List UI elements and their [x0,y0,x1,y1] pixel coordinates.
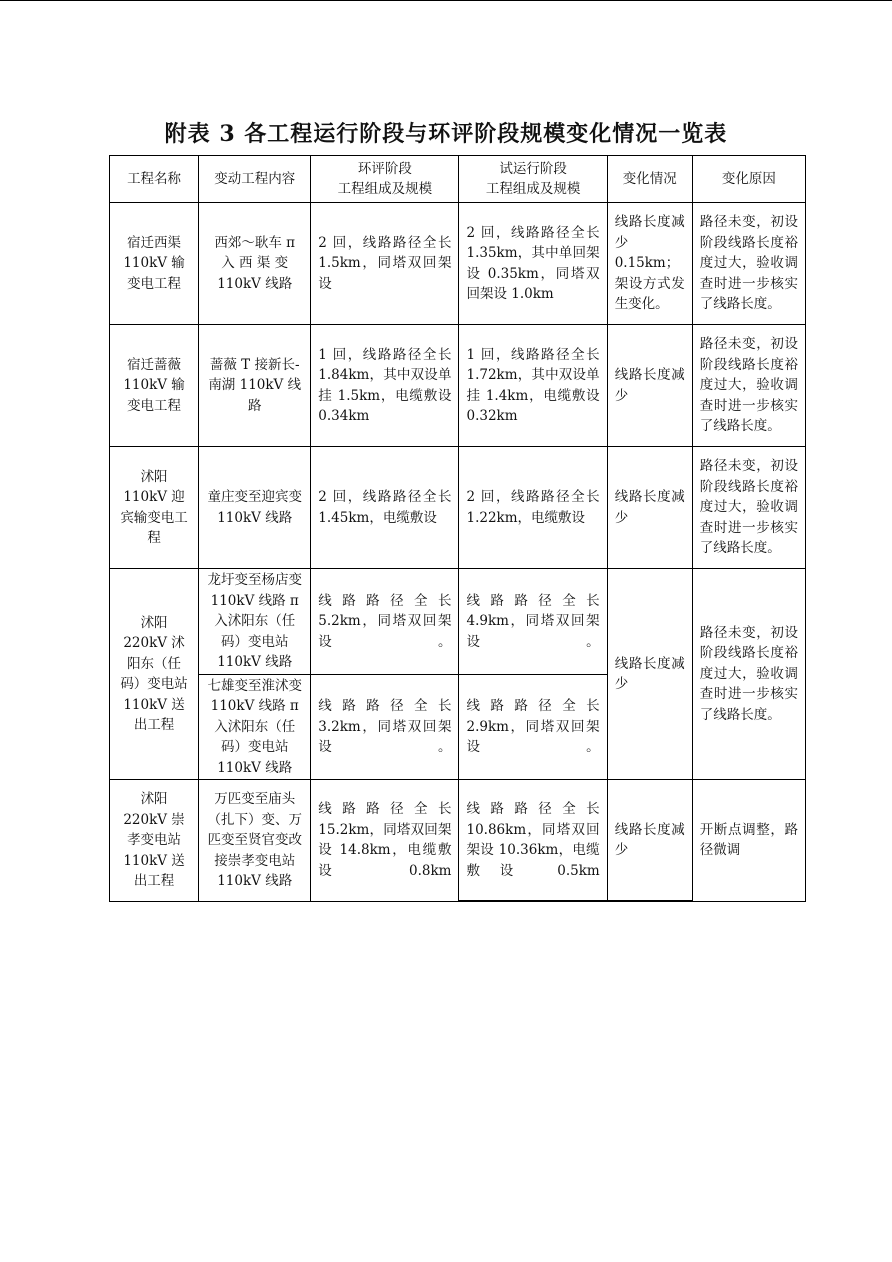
top-rule [0,0,892,1]
cell-content: 西郊～耿车 π 入 西 渠 变 110kV 线路 [199,203,311,325]
cell-content: 蔷薇 T 接新长-南湖 110kV 线路 [199,325,311,447]
table-row [110,447,806,569]
header-eia-stage [311,156,459,203]
header-change-content: 变动工程内容 [199,156,311,203]
cell-reason: 路径未变，初设阶段线路长度裕度过大，验收调查时进一步核实了线路长度。 [692,203,805,325]
cell-eia: 2 回，线路路径全长 1.45km，电缆敷设 [311,447,459,569]
cell-eia: 线路路径全长 3.2km，同塔双回架设。 [311,674,459,780]
table-row [110,325,806,447]
cell-eia: 2 回，线路路径全长 1.5km，同塔双回架设 [311,203,459,325]
cell-content: 童庄变至迎宾变 110kV 线路 [199,447,311,569]
cell-reason: 路径未变，初设阶段线路长度裕度过大，验收调查时进一步核实了线路长度。 [692,569,805,780]
table-row [110,203,806,325]
header-project-name: 工程名称 [110,156,199,203]
cell-reason: 开断点调整，路径微调 [692,780,805,902]
cell-project: 沭阳 220kV 沭阳东（任码）变电站 110kV 送出工程 [110,569,199,780]
table-row [110,569,806,675]
header-trial-line2: 工程组成及规模 [485,181,581,197]
cell-content: 万匹变至庙头（扎下）变、万匹变至贤官变改接崇孝变电站 110kV 线路 [199,780,311,902]
cell-trial: 线路路径全长 4.9km，同塔双回架设。 [459,569,607,675]
header-eia-line2: 工程组成及规模 [337,181,433,197]
cell-project: 沭阳 110kV 迎宾输变电工程 [110,447,199,569]
page-title: 附表 3 各工程运行阶段与环评阶段规模变化情况一览表 [164,121,728,147]
cell-project: 沭阳 220kV 崇孝变电站 110kV 送出工程 [110,780,199,902]
cell-trial: 1 回，线路路径全长 1.72km，其中双设单挂 1.4km，电缆敷设 0.32km [459,325,607,447]
cell-eia: 1 回，线路路径全长 1.84km，其中双设单挂 1.5km，电缆敷设 0.34km [311,325,459,447]
cell-status: 线路长度减少 [607,569,692,780]
cell-reason: 路径未变，初设阶段线路长度裕度过大，验收调查时进一步核实了线路长度。 [692,447,805,569]
header-change-status: 变化情况 [607,156,692,203]
cell-eia: 线路路径全长 5.2km，同塔双回架设。 [311,569,459,675]
cell-trial: 线路路径全长 10.86km，同塔双回架设 10.36km，电缆敷设 0.5km [459,780,607,902]
table-row [110,780,806,902]
cell-trial: 2 回，线路路径全长 1.22km，电缆敷设 [459,447,607,569]
cell-status: 线路长度减少 [607,447,692,569]
cell-eia: 线路路径全长 15.2km，同塔双回架设 14.8km，电缆敷设 0.8km [311,780,459,902]
header-trial-stage [459,156,607,203]
cell-status: 线路长度减少 [607,780,692,902]
comparison-table [109,155,806,902]
cell-project: 宿迁蔷薇 110kV 输变电工程 [110,325,199,447]
cell-status: 线路长度减少 0.15km；架设方式发生变化。 [607,203,692,325]
cell-content: 七雄变至淮沭变 110kV 线路 π 入沭阳东（任码）变电站 110kV 线路 [199,674,311,780]
header-trial-line1: 试运行阶段 [499,160,567,177]
cell-reason: 路径未变，初设阶段线路长度裕度过大，验收调查时进一步核实了线路长度。 [692,325,805,447]
cell-trial: 线路路径全长 2.9km，同塔双回架设。 [459,674,607,780]
cell-content: 龙圩变至杨店变 110kV 线路 π 入沭阳东（任码）变电站 110kV 线路 [199,569,311,675]
header-eia-line1: 环评阶段 [357,160,412,177]
cell-project: 宿迁西渠 110kV 输变电工程 [110,203,199,325]
cell-status: 线路长度减少 [607,325,692,447]
table-header-row [110,156,806,203]
header-change-reason: 变化原因 [692,156,805,203]
cell-trial: 2 回，线路路径全长 1.35km，其中单回架设 0.35km，同塔双回架设 1.0km [459,203,607,325]
